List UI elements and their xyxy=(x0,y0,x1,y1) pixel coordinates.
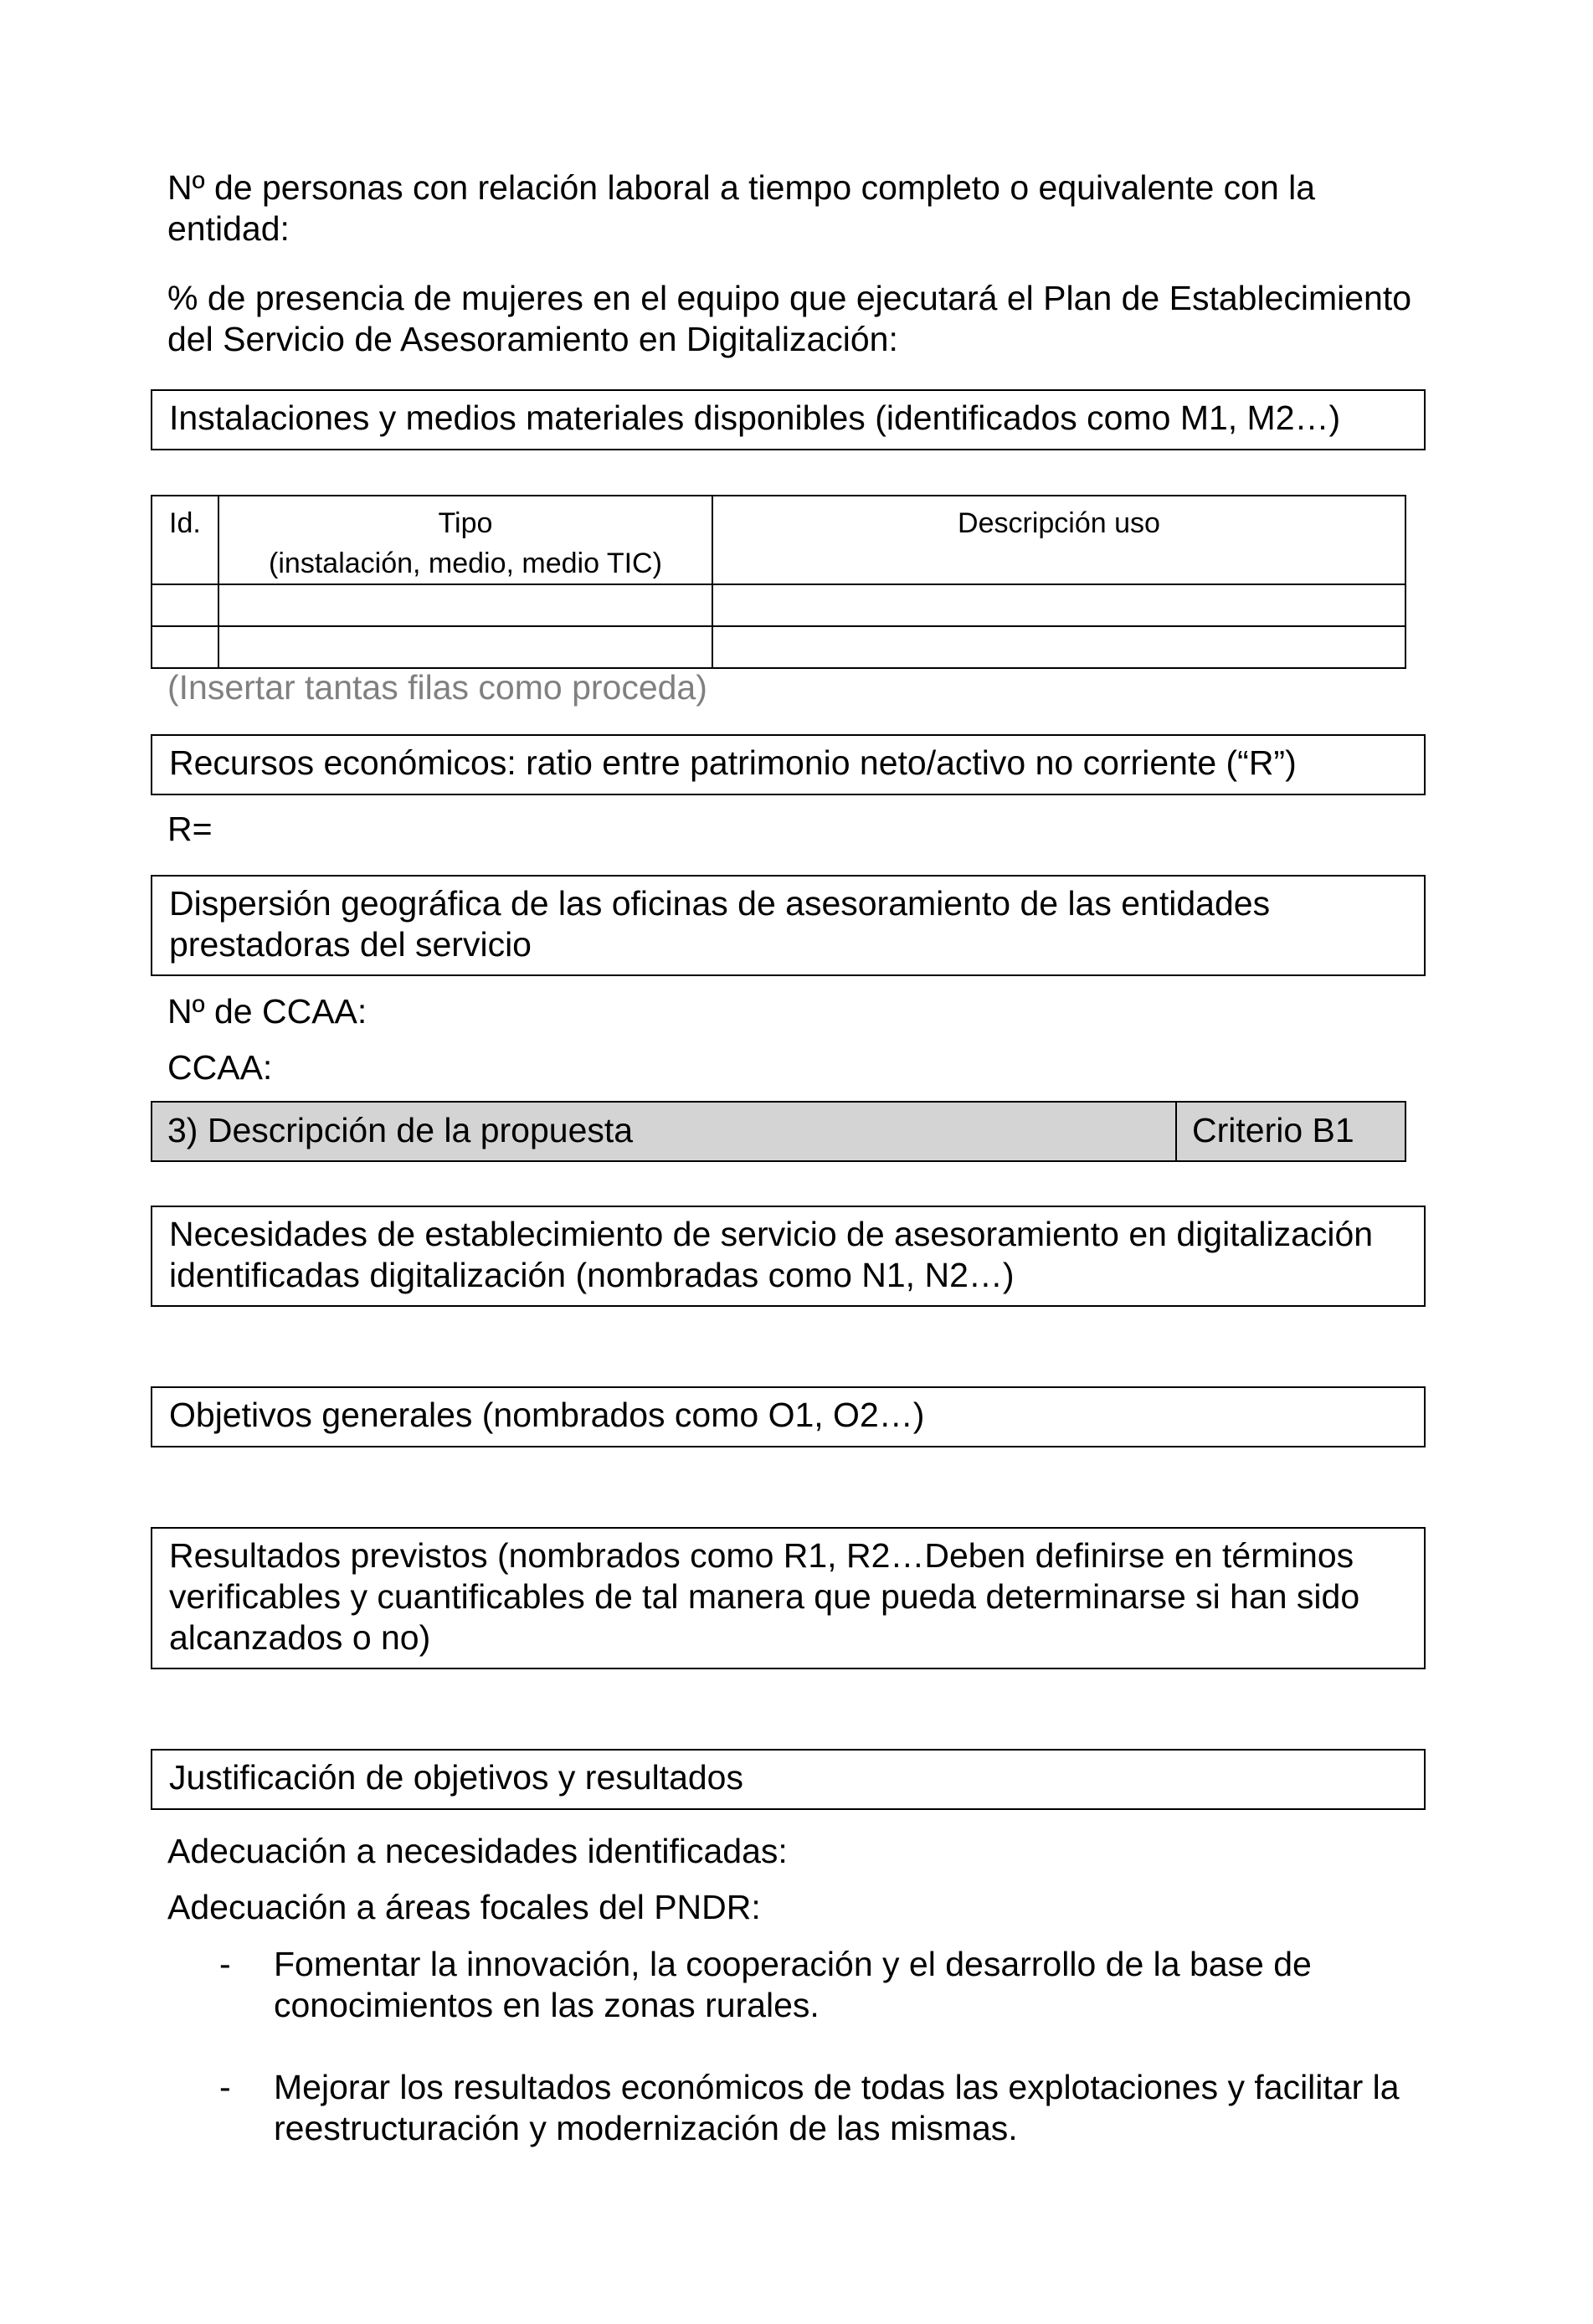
personas-field-label xyxy=(167,167,1315,249)
adecuacion-areas-label: Adecuación a áreas focales del PNDR: xyxy=(167,1888,761,1926)
recursos-heading: Recursos económicos: ratio entre patrimonio neto/activo no corriente (“R”) xyxy=(169,743,1297,782)
table-cell[interactable] xyxy=(218,584,712,626)
instalaciones-table xyxy=(151,495,1406,669)
bullet-marker: - xyxy=(219,2068,231,2106)
adecuacion-necesidades-label: Adecuación a necesidades identificadas: xyxy=(167,1832,788,1870)
table-cell[interactable] xyxy=(152,626,218,668)
bullet-2-line-2: reestructuración y modernización de las mismas. xyxy=(274,2109,1018,2147)
resultados-heading-box xyxy=(151,1527,1426,1669)
list-item xyxy=(274,2067,1462,2149)
section-3-header xyxy=(151,1101,1406,1162)
table-cell[interactable] xyxy=(712,626,1405,668)
list-item xyxy=(274,1944,1462,2026)
mujeres-line-2: del Servicio de Asesoramiento en Digitalización: xyxy=(167,320,898,358)
instalaciones-heading-box xyxy=(151,389,1426,450)
mujeres-field-label xyxy=(167,278,1411,360)
objetivos-heading: Objetivos generales (nombrados como O1, O2…) xyxy=(169,1396,925,1434)
necesidades-line-2: identificadas digitalización (nombradas como N1, N2…) xyxy=(169,1256,1015,1294)
mujeres-line-1: % de presencia de mujeres en el equipo que ejecutará el Plan de Establecimiento xyxy=(167,279,1412,317)
bullet-1-line-2: conocimientos en las zonas rurales. xyxy=(274,1986,820,2024)
table-row xyxy=(152,584,1405,626)
instalaciones-heading: Instalaciones y medios materiales disponibles (identificados como M1, M2…) xyxy=(169,398,1341,437)
header-id-cell xyxy=(152,496,218,584)
justificacion-heading-box xyxy=(151,1749,1426,1810)
necesidades-heading-box xyxy=(151,1206,1426,1307)
objetivos-heading-box xyxy=(151,1386,1426,1447)
personas-line-1: Nº de personas con relación laboral a tiempo completo o equivalente con la xyxy=(167,168,1316,207)
header-descripcion: Descripción uso xyxy=(958,507,1160,539)
bullet-2-line-1: Mejorar los resultados económicos de todas las explotaciones y facilitar la xyxy=(274,2068,1400,2106)
table-cell[interactable] xyxy=(152,584,218,626)
resultados-line-2: verificables y cuantificables de tal manera que pueda determinarse si han sido xyxy=(169,1577,1360,1616)
dispersion-heading-line-2: prestadoras del servicio xyxy=(169,925,532,964)
header-tipo-cell xyxy=(218,496,712,584)
table-cell[interactable] xyxy=(218,626,712,668)
num-ccaa-label: Nº de CCAA: xyxy=(167,992,367,1031)
header-id: Id. xyxy=(169,507,201,539)
necesidades-line-1: Necesidades de establecimiento de servicio de asesoramiento en digitalización xyxy=(169,1215,1374,1253)
resultados-line-1: Resultados previstos (nombrados como R1, R2…Deben definirse en términos xyxy=(169,1536,1354,1575)
ratio-r-label: R= xyxy=(167,810,213,848)
ccaa-label: CCAA: xyxy=(167,1048,273,1087)
resultados-line-3: alcanzados o no) xyxy=(169,1618,431,1657)
bullet-1-line-1: Fomentar la innovación, la cooperación y el desarrollo de la base de xyxy=(274,1945,1312,1983)
personas-line-2: entidad: xyxy=(167,209,290,248)
header-tipo: Tipo xyxy=(438,507,493,539)
insertar-filas-note: (Insertar tantas filas como proceda) xyxy=(167,668,707,707)
dispersion-heading-line-1: Dispersión geográfica de las oficinas de asesoramiento de las entidades xyxy=(169,884,1271,923)
table-row xyxy=(152,626,1405,668)
dispersion-heading-box xyxy=(151,875,1426,976)
header-descripcion-cell xyxy=(712,496,1405,584)
criterio-label: Criterio B1 xyxy=(1192,1111,1354,1149)
recursos-heading-box xyxy=(151,734,1426,795)
justificacion-heading: Justificación de objetivos y resultados xyxy=(169,1758,743,1797)
table-cell[interactable] xyxy=(712,584,1405,626)
bullet-marker: - xyxy=(219,1945,231,1983)
header-tipo-sub: (instalación, medio, medio TIC) xyxy=(269,548,662,579)
table-header-row xyxy=(152,496,1405,584)
section-3-title: 3) Descripción de la propuesta xyxy=(152,1103,1177,1160)
